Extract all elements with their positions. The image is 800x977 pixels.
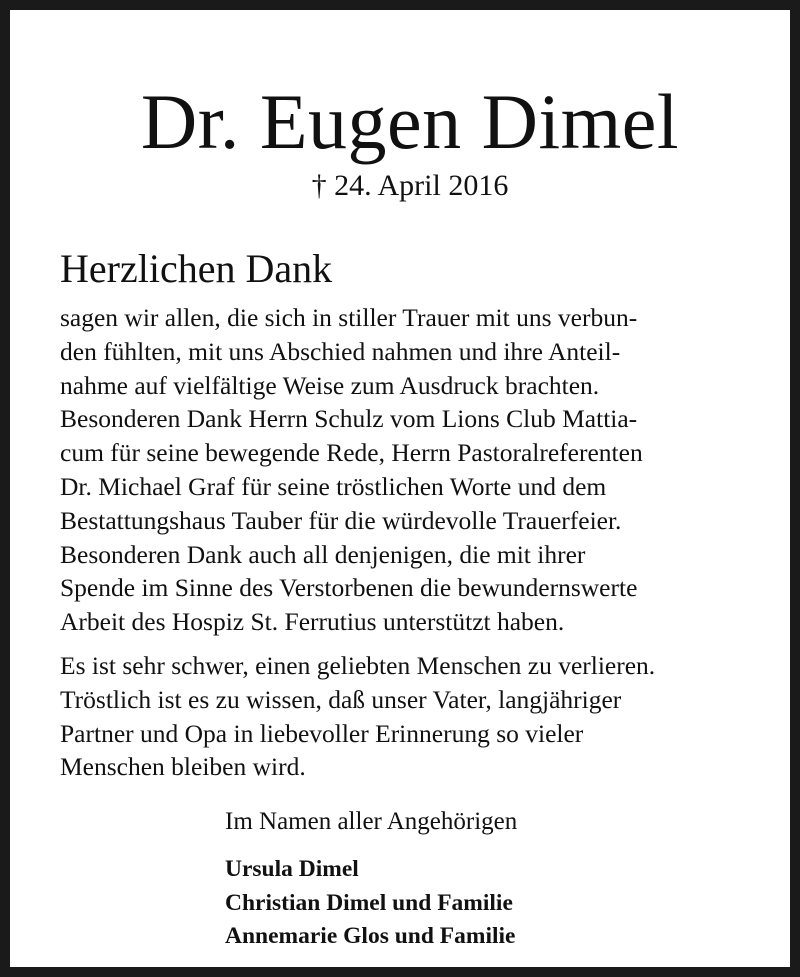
signer-name: Christian Dimel und Familie [225,889,513,916]
signers-list [225,853,516,954]
signer-name: Ursula Dimel [225,856,359,882]
text-line: Spende im Sinne des Verstorbenen die bewundernswerte [60,573,638,603]
text-line: Arbeit des Hospiz St. Ferrutius unterstützt haben. [60,607,565,637]
text-line: Bestattungshaus Tauber für die würdevolle Trauerfeier. [60,505,622,535]
death-date: † 24. April 2016 [311,169,509,202]
text-line: den fühlten, mit uns Abschied nahmen und ihre Anteil- [60,336,621,366]
text-line: Menschen bleiben wird. [60,752,306,782]
text-line: cum für seine bewegende Rede, Herrn Pastoralreferenten [60,438,643,468]
text-line: Dr. Michael Graf für seine tröstlichen Worte und dem [60,471,607,501]
text-line: nahme auf vielfältige Weise zum Ausdruck brachten. [60,370,600,400]
text-line: Besonderen Dank auch all denjenigen, die mit ihrer [60,539,586,569]
text-line: Es ist sehr schwer, einen geliebten Menschen zu verlieren. [60,651,656,680]
deceased-name: Dr. Eugen Dimel [140,78,680,165]
thanks-paragraph [60,301,643,639]
consolation-paragraph [60,649,655,784]
thanks-heading: Herzlichen Dank [60,246,333,291]
text-line: Partner und Opa in liebevoller Erinnerung so vieler [60,718,584,748]
signer-name: Annemarie Glos und Familie [225,923,516,949]
text-line: Tröstlich ist es zu wissen, daß unser Vater, langjähriger [60,684,622,714]
text-line: Besonderen Dank Herrn Schulz vom Lions Club Mattia- [60,404,638,434]
closing-line: Im Namen aller Angehörigen [225,808,518,835]
text-line: sagen wir allen, die sich in stiller Trauer mit uns verbun- [60,303,638,332]
